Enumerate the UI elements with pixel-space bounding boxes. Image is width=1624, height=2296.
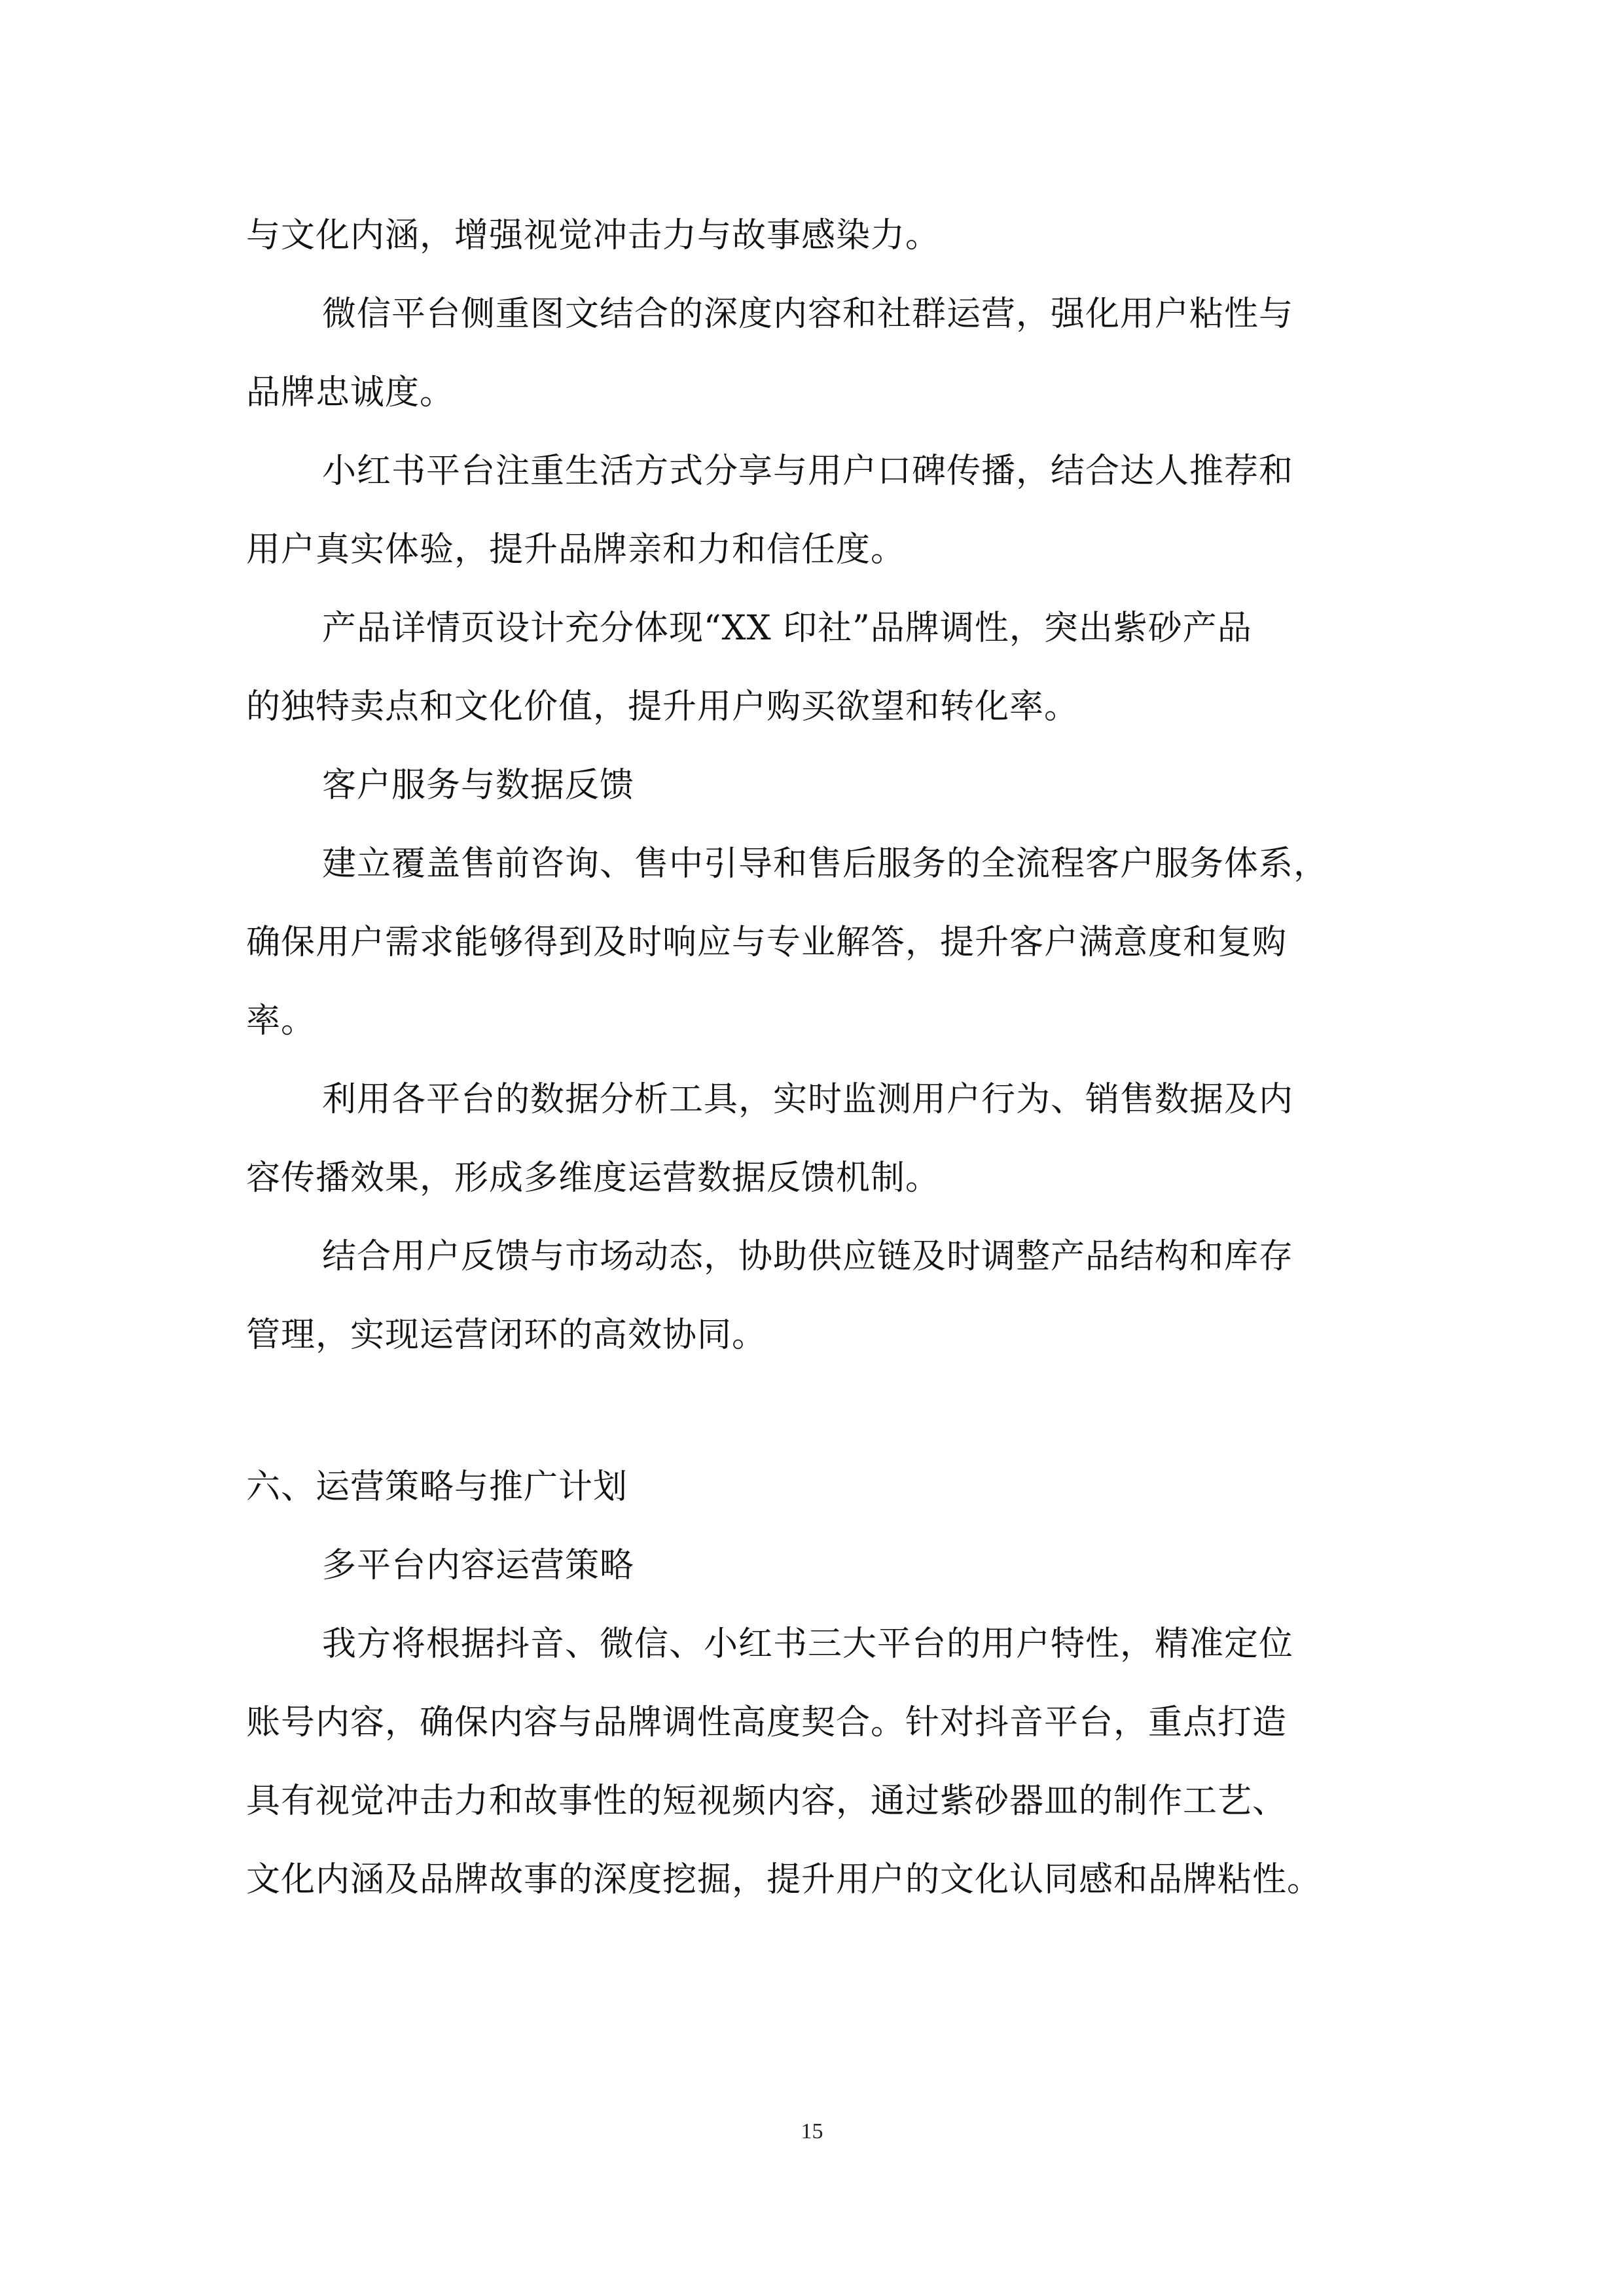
paragraph-line: 账号内容，确保内容与品牌调性高度契合。针对抖音平台，重点打造	[246, 1703, 1288, 1742]
paragraph-line: 小红书平台注重生活方式分享与用户口碑传播，结合达人推荐和	[322, 452, 1294, 491]
paragraph-line: 我方将根据抖音、微信、小红书三大平台的用户特性，精准定位	[322, 1624, 1294, 1664]
paragraph-line: 管理，实现运营闭环的高效协同。	[246, 1316, 767, 1355]
paragraph-line: 与文化内涵，增强视觉冲击力与故事感染力。	[246, 216, 941, 255]
section-gap	[246, 1374, 1388, 1448]
page-number: 15	[801, 2119, 823, 2144]
paragraph-line: 具有视觉冲击力和故事性的短视频内容，通过紫砂器皿的制作工艺、	[246, 1782, 1288, 1821]
paragraph-line: 用户真实体验，提升品牌亲和力和信任度。	[246, 530, 906, 569]
paragraph-line: 文化内涵及品牌故事的深度挖掘，提升用户的文化认同感和品牌粘性。	[246, 1860, 1322, 1899]
paragraph-line: 建立覆盖售前咨询、售中引导和售后服务的全流程客户服务体系，	[322, 844, 1329, 884]
paragraph-line: 品牌忠诚度。	[246, 373, 455, 412]
subsection-heading: 客户服务与数据反馈	[322, 766, 635, 805]
paragraph-line: 结合用户反馈与市场动态，协助供应链及时调整产品结构和库存	[322, 1237, 1294, 1276]
paragraph-line: 的独特卖点和文化价值，提升用户购买欲望和转化率。	[246, 687, 1079, 726]
paragraph-line: 微信平台侧重图文结合的深度内容和社群运营，强化用户粘性与	[322, 295, 1294, 334]
paragraph-line: 率。	[246, 1001, 316, 1041]
paragraph-line: 容传播效果，形成多维度运营数据反馈机制。	[246, 1158, 941, 1198]
paragraph-line: 确保用户需求能够得到及时响应与专业解答，提升客户满意度和复购	[246, 923, 1288, 962]
paragraph-line: 产品详情页设计充分体现“XX 印社”品牌调性，突出紫砂产品	[322, 609, 1252, 648]
section-heading: 六、运营策略与推广计划	[246, 1467, 628, 1507]
body-text	[246, 196, 1388, 1919]
subsection-heading: 多平台内容运营策略	[322, 1546, 635, 1585]
paragraph-line: 利用各平台的数据分析工具，实时监测用户行为、销售数据及内	[322, 1080, 1294, 1119]
